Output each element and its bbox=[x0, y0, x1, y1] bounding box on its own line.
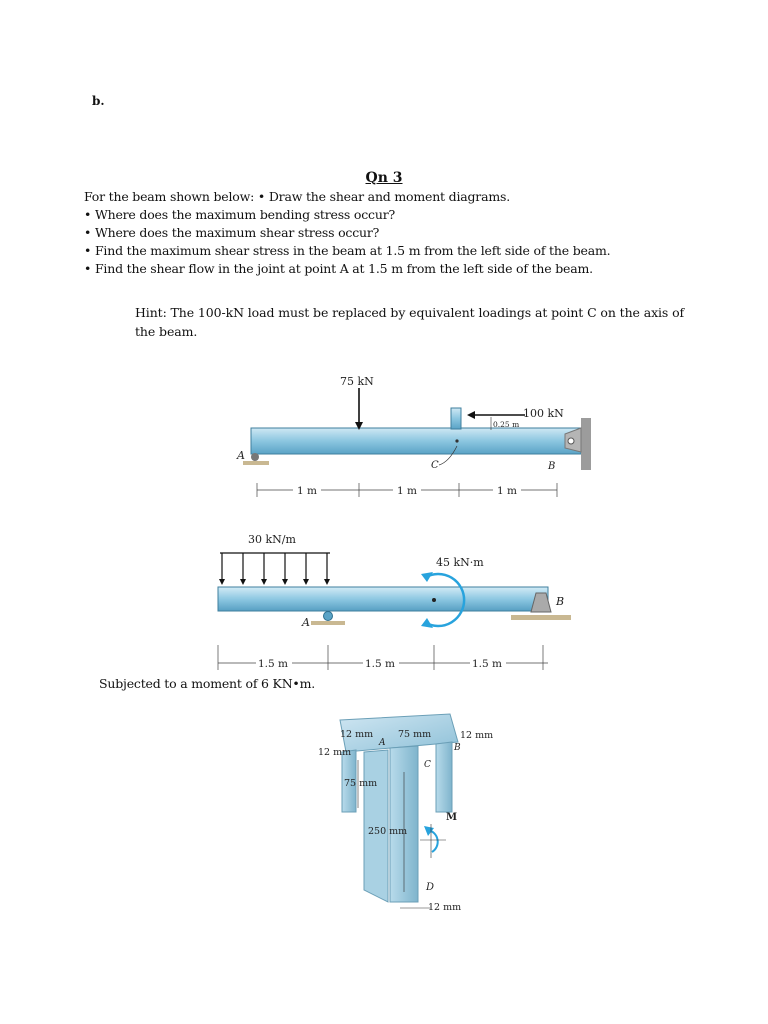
label-dim-12mm-d: 12 mm bbox=[428, 902, 462, 913]
hint-text: Hint: The 100-kN load must be replaced by equivalent loadings at point C on the axis of the beam. bbox=[135, 305, 685, 339]
beam-1-body bbox=[251, 428, 581, 454]
label-point-c-1: C bbox=[431, 460, 439, 471]
question-title-text: Qn 3 bbox=[365, 170, 403, 186]
beam-figure-2 bbox=[208, 530, 583, 675]
label-span-1-5-1: 1.5 m bbox=[258, 658, 288, 670]
arrow-100kn bbox=[467, 411, 475, 419]
label-dim-250mm: 250 mm bbox=[368, 826, 408, 837]
label-point-b-2: B bbox=[556, 595, 565, 608]
support-a-2 bbox=[324, 612, 333, 621]
label-dim-75mm-b: 75 mm bbox=[344, 778, 378, 789]
label-point-c-3: C bbox=[424, 760, 431, 770]
intro-line-4: • Find the maximum shear stress in the beam at 1.5 m from the left side of the beam. bbox=[84, 243, 611, 258]
label-dim-12mm-a: 12 mm bbox=[340, 729, 374, 740]
question-title bbox=[0, 170, 768, 186]
label-point-b-1: B bbox=[548, 461, 556, 472]
label-45knm: 45 kN·m bbox=[436, 556, 484, 569]
beam-2-body bbox=[218, 587, 548, 611]
label-dim-12mm-b: 12 mm bbox=[460, 730, 494, 741]
label-point-a-2: A bbox=[302, 616, 310, 629]
label-point-d-3: D bbox=[426, 882, 435, 893]
label-dim-75mm-a: 75 mm bbox=[398, 729, 432, 740]
section-label: b. bbox=[92, 94, 105, 108]
label-100kn: 100 kN bbox=[523, 407, 564, 420]
label-point-a-1: A bbox=[237, 449, 245, 462]
support-a-1 bbox=[251, 453, 259, 461]
distributed-load-arrows bbox=[219, 553, 330, 585]
label-moment-m: M bbox=[446, 812, 458, 823]
label-span-3: 1 m bbox=[497, 485, 517, 497]
label-75kn: 75 kN bbox=[340, 375, 374, 388]
wall-right bbox=[581, 418, 591, 470]
beam-1-bracket bbox=[451, 408, 461, 429]
label-span-1-5-2: 1.5 m bbox=[365, 658, 395, 670]
intro-line-3: • Where does the maximum shear stress occur? bbox=[84, 225, 380, 240]
label-30kn-per-m: 30 kN/m bbox=[248, 533, 296, 546]
intro-line-5: • Find the shear flow in the joint at point A at 1.5 m from the left side of the beam. bbox=[84, 261, 593, 276]
label-point-a-3: A bbox=[379, 738, 386, 748]
intro-line-1: For the beam shown below: • Draw the shear and moment diagrams. bbox=[84, 189, 510, 204]
label-span-2: 1 m bbox=[397, 485, 417, 497]
intro-line-2: • Where does the maximum bending stress occur? bbox=[84, 207, 395, 222]
label-span-1: 1 m bbox=[297, 485, 317, 497]
beam-figure-1 bbox=[225, 370, 595, 505]
label-span-1-5-3: 1.5 m bbox=[472, 658, 502, 670]
label-point-b-3: B bbox=[454, 743, 461, 753]
moment-note: Subjected to a moment of 6 KN•m. bbox=[99, 676, 316, 691]
label-dim-12mm-c: 12 mm bbox=[318, 747, 352, 758]
cross-section-figure bbox=[300, 712, 520, 922]
label-025m: 0.25 m bbox=[493, 420, 520, 429]
right-leg bbox=[436, 742, 452, 812]
